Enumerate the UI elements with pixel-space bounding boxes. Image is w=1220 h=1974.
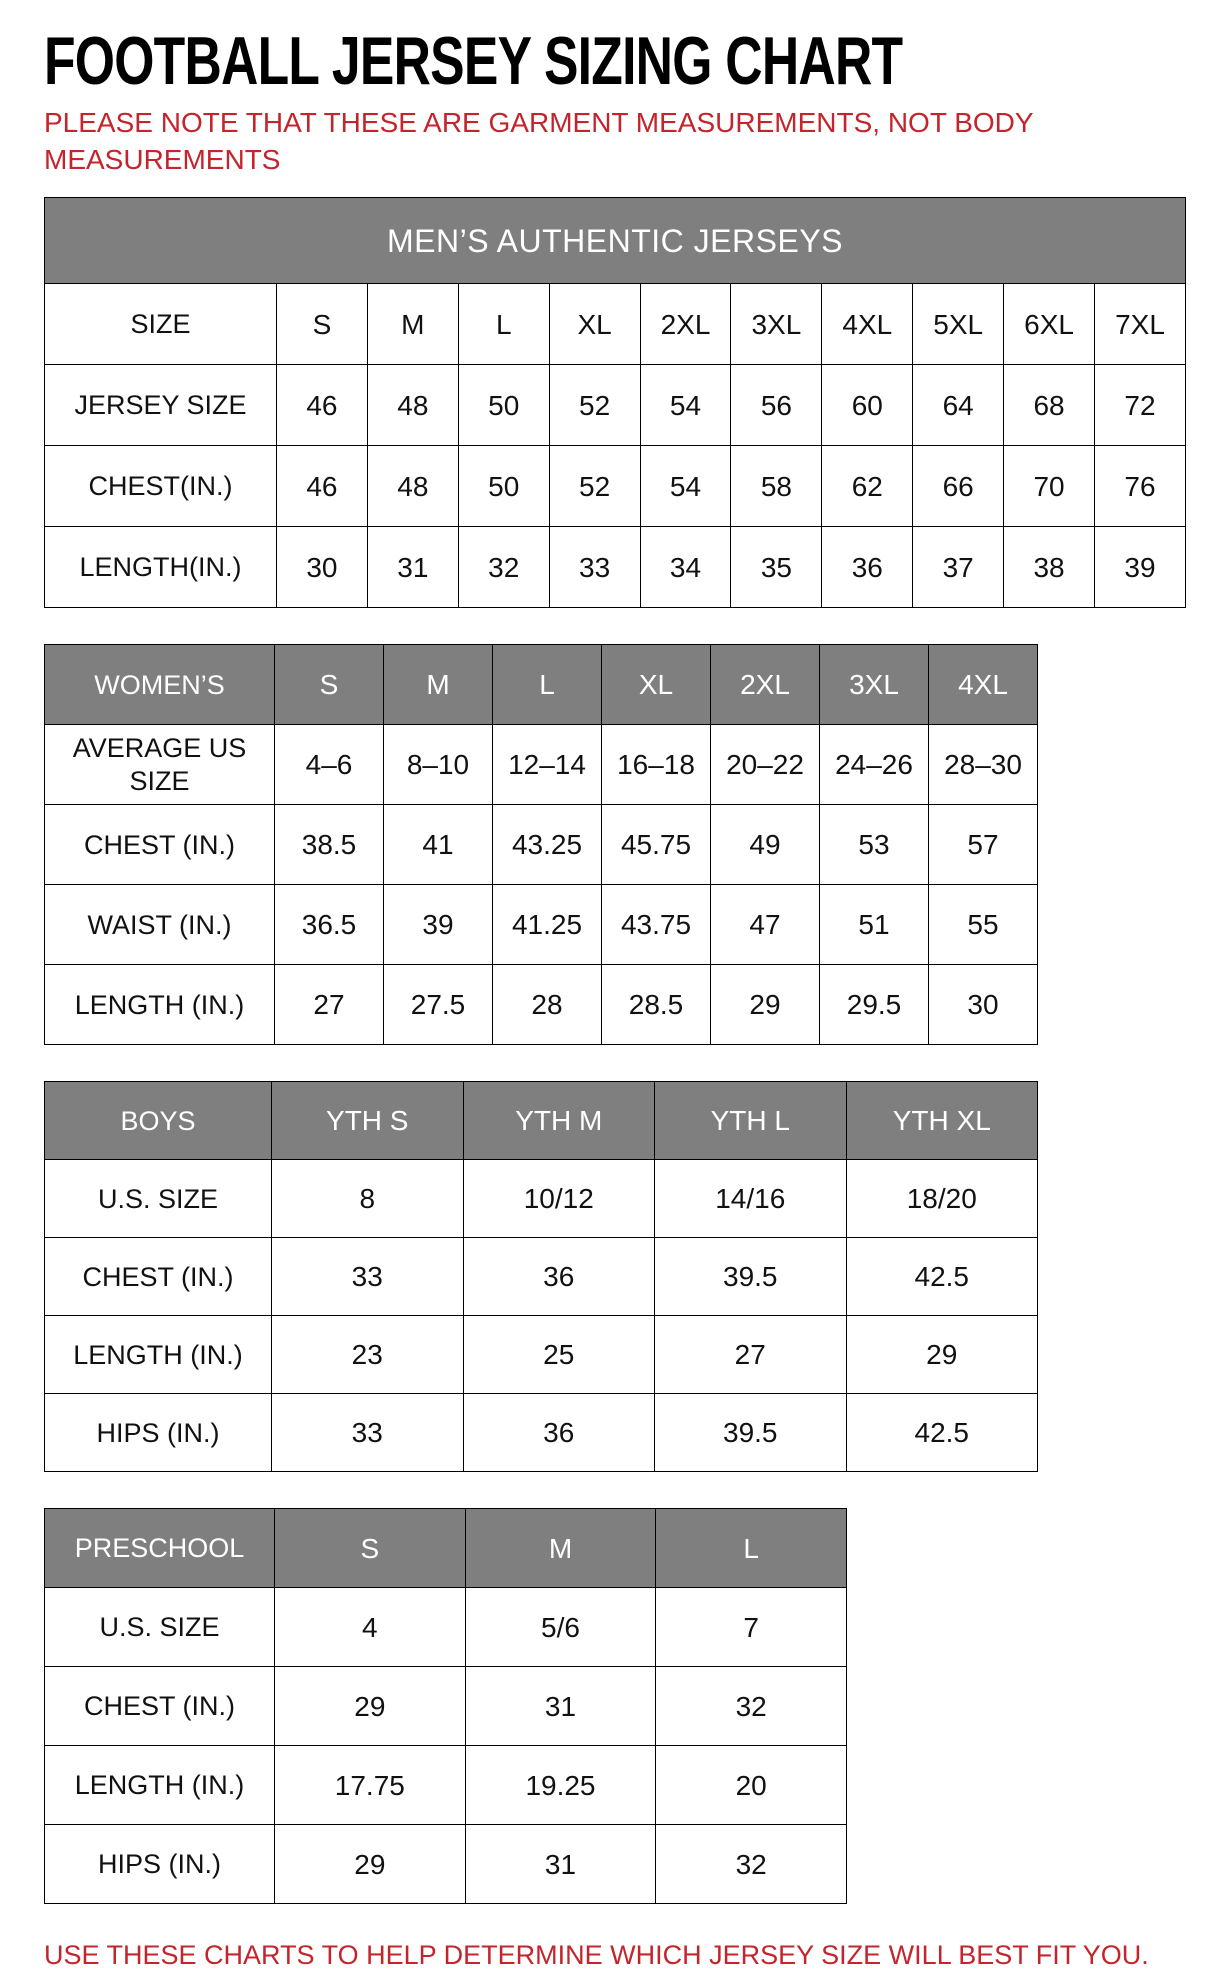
row-label: CHEST (IN.) — [45, 1238, 272, 1316]
row-label: CHEST (IN.) — [45, 805, 275, 885]
size-value: 70 — [1004, 446, 1095, 527]
size-value: 32 — [656, 1825, 847, 1904]
size-value: XL — [549, 284, 640, 365]
size-value: 3XL — [731, 284, 822, 365]
garment-measurements-note: PLEASE NOTE THAT THESE ARE GARMENT MEASUREMENTS, NOT BODY MEASUREMENTS — [44, 107, 1034, 176]
size-value: 30 — [929, 965, 1038, 1045]
row-label: CHEST(IN.) — [45, 446, 277, 527]
size-value: 31 — [367, 527, 458, 608]
size-header: 2XL — [711, 645, 820, 725]
size-value: 20–22 — [711, 725, 820, 805]
size-value: 25 — [463, 1316, 655, 1394]
size-value: 41.25 — [493, 885, 602, 965]
mens-banner: MEN’S AUTHENTIC JERSEYS — [45, 198, 1186, 284]
size-value: 41 — [384, 805, 493, 885]
size-value: 68 — [1004, 365, 1095, 446]
size-value: 36 — [822, 527, 913, 608]
size-header: YTH M — [463, 1082, 655, 1160]
row-label: U.S. SIZE — [45, 1160, 272, 1238]
size-value: 60 — [822, 365, 913, 446]
size-value: 39 — [1095, 527, 1186, 608]
boys-sizing-table — [44, 1081, 1038, 1472]
size-value: 24–26 — [820, 725, 929, 805]
size-value: 8 — [272, 1160, 464, 1238]
size-value: 36 — [463, 1394, 655, 1472]
size-value: 33 — [549, 527, 640, 608]
mens-authentic-jerseys-table — [44, 197, 1186, 608]
size-value: L — [458, 284, 549, 365]
row-label: LENGTH (IN.) — [45, 1316, 272, 1394]
row-label: LENGTH (IN.) — [45, 965, 275, 1045]
size-value: 33 — [272, 1394, 464, 1472]
size-value: 43.25 — [493, 805, 602, 885]
size-header: 4XL — [929, 645, 1038, 725]
size-value: 38.5 — [275, 805, 384, 885]
size-value: 55 — [929, 885, 1038, 965]
size-value: 17.75 — [275, 1746, 466, 1825]
size-value: 50 — [458, 365, 549, 446]
footer-note: USE THESE CHARTS TO HELP DETERMINE WHICH JERSEY SIZE WILL BEST FIT YOU. — [44, 1940, 1149, 1971]
size-value: 58 — [731, 446, 822, 527]
size-value: 5/6 — [465, 1588, 656, 1667]
size-value: 39.5 — [655, 1238, 847, 1316]
size-value: 42.5 — [846, 1238, 1038, 1316]
size-value: 34 — [640, 527, 731, 608]
womens-sizing-table — [44, 644, 1038, 1045]
size-value: 66 — [913, 446, 1004, 527]
boys-header-label: BOYS — [45, 1082, 272, 1160]
size-value: 5XL — [913, 284, 1004, 365]
size-header: XL — [602, 645, 711, 725]
size-value: 29 — [846, 1316, 1038, 1394]
size-value: 29 — [275, 1667, 466, 1746]
size-value: 48 — [367, 446, 458, 527]
size-value: 43.75 — [602, 885, 711, 965]
size-value: 7XL — [1095, 284, 1186, 365]
size-value: 18/20 — [846, 1160, 1038, 1238]
size-value: 14/16 — [655, 1160, 847, 1238]
size-value: 7 — [656, 1588, 847, 1667]
preschool-header-label: PRESCHOOL — [45, 1509, 275, 1588]
size-value: 54 — [640, 365, 731, 446]
size-value: 36.5 — [275, 885, 384, 965]
size-value: 20 — [656, 1746, 847, 1825]
size-value: 49 — [711, 805, 820, 885]
size-value: 39.5 — [655, 1394, 847, 1472]
size-value: 4XL — [822, 284, 913, 365]
size-value: 28–30 — [929, 725, 1038, 805]
row-label: WAIST (IN.) — [45, 885, 275, 965]
size-value: 4–6 — [275, 725, 384, 805]
size-header: YTH XL — [846, 1082, 1038, 1160]
row-label: CHEST (IN.) — [45, 1667, 275, 1746]
size-value: S — [277, 284, 368, 365]
size-value: 27.5 — [384, 965, 493, 1045]
size-value: 23 — [272, 1316, 464, 1394]
size-header: L — [493, 645, 602, 725]
size-header: YTH S — [272, 1082, 464, 1160]
size-value: 28.5 — [602, 965, 711, 1045]
size-value: 37 — [913, 527, 1004, 608]
size-header: YTH L — [655, 1082, 847, 1160]
size-value: 51 — [820, 885, 929, 965]
size-value: 31 — [465, 1667, 656, 1746]
size-value: M — [367, 284, 458, 365]
size-header: M — [465, 1509, 656, 1588]
size-value: 52 — [549, 365, 640, 446]
size-value: 45.75 — [602, 805, 711, 885]
preschool-sizing-table — [44, 1508, 847, 1904]
size-header: 3XL — [820, 645, 929, 725]
size-value: 50 — [458, 446, 549, 527]
row-label: JERSEY SIZE — [45, 365, 277, 446]
row-label: HIPS (IN.) — [45, 1394, 272, 1472]
row-label: SIZE — [45, 284, 277, 365]
size-value: 32 — [458, 527, 549, 608]
size-value: 72 — [1095, 365, 1186, 446]
size-value: 47 — [711, 885, 820, 965]
size-value: 4 — [275, 1588, 466, 1667]
size-value: 42.5 — [846, 1394, 1038, 1472]
size-value: 27 — [275, 965, 384, 1045]
size-value: 46 — [277, 446, 368, 527]
size-value: 46 — [277, 365, 368, 446]
size-value: 2XL — [640, 284, 731, 365]
size-value: 54 — [640, 446, 731, 527]
row-label: LENGTH (IN.) — [45, 1746, 275, 1825]
size-value: 30 — [277, 527, 368, 608]
row-label: AVERAGE US SIZE — [45, 725, 275, 805]
size-value: 57 — [929, 805, 1038, 885]
size-value: 48 — [367, 365, 458, 446]
row-label: LENGTH(IN.) — [45, 527, 277, 608]
size-value: 29 — [275, 1825, 466, 1904]
size-value: 29.5 — [820, 965, 929, 1045]
size-value: 52 — [549, 446, 640, 527]
womens-header-label: WOMEN’S — [45, 645, 275, 725]
row-label: U.S. SIZE — [45, 1588, 275, 1667]
size-value: 6XL — [1004, 284, 1095, 365]
size-value: 27 — [655, 1316, 847, 1394]
size-value: 19.25 — [465, 1746, 656, 1825]
size-value: 53 — [820, 805, 929, 885]
size-value: 31 — [465, 1825, 656, 1904]
size-value: 35 — [731, 527, 822, 608]
page-title: FOOTBALL JERSEY SIZING CHART — [44, 23, 903, 99]
size-value: 16–18 — [602, 725, 711, 805]
size-header: M — [384, 645, 493, 725]
size-value: 38 — [1004, 527, 1095, 608]
size-value: 32 — [656, 1667, 847, 1746]
size-value: 29 — [711, 965, 820, 1045]
size-value: 64 — [913, 365, 1004, 446]
size-value: 36 — [463, 1238, 655, 1316]
size-value: 12–14 — [493, 725, 602, 805]
size-value: 76 — [1095, 446, 1186, 527]
size-value: 39 — [384, 885, 493, 965]
size-value: 62 — [822, 446, 913, 527]
size-value: 8–10 — [384, 725, 493, 805]
size-value: 56 — [731, 365, 822, 446]
size-value: 33 — [272, 1238, 464, 1316]
size-header: S — [275, 645, 384, 725]
size-value: 28 — [493, 965, 602, 1045]
size-value: 10/12 — [463, 1160, 655, 1238]
size-header: S — [275, 1509, 466, 1588]
row-label: HIPS (IN.) — [45, 1825, 275, 1904]
size-header: L — [656, 1509, 847, 1588]
